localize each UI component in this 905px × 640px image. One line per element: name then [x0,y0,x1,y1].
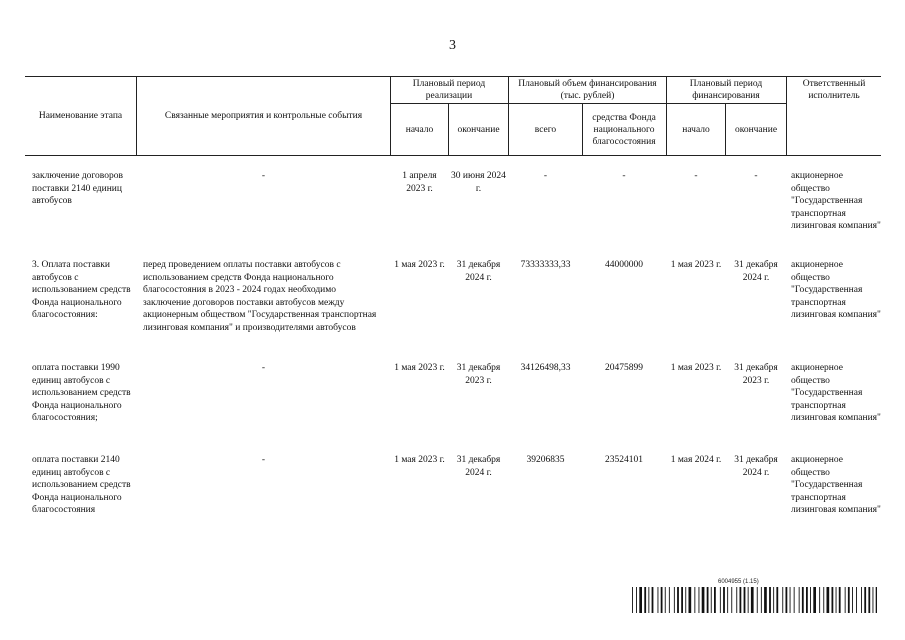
barcode-label: 6004955 (1.15) [718,579,759,585]
row-impl-start: 1 мая 2023 г. [394,260,445,270]
header-impl-start: начало [405,124,434,135]
header-finance-volume: Плановый объем финансирования (тыс. рублей) [518,79,657,101]
header-fin-start: начало [682,124,710,135]
row-impl-end: 31 декабря 2024 г. [456,455,501,478]
row-impl-start: 1 мая 2023 г. [394,455,445,465]
header-responsible: Ответственный исполнитель [802,79,866,101]
col-sep-5 [582,103,583,155]
col-sep-8 [786,76,787,155]
barcode-icon [632,587,877,613]
row-fund: - [622,171,626,181]
row-impl-end: 31 декабря 2024 г. [456,260,501,283]
row-stage: оплата поставки 2140 единиц автобусов с использованием средств Фонда национального благосостояния [32,455,131,515]
row-fin-end: 31 декабря 2023 г. [734,363,778,386]
row-fund: 23524101 [605,455,643,465]
row-responsible: акционерное общество "Государственная транспортная лизинговая компания" [791,363,881,423]
row-responsible: акционерное общество "Государственная транспортная лизинговая компания" [791,171,881,231]
header-finance-period: Плановый период финансирования [689,79,763,101]
row-impl-end: 30 июня 2024 г. [451,171,506,194]
row-fund: 20475899 [605,363,643,373]
row-impl-start: 1 апреля 2023 г. [402,171,437,194]
row-stage: 3. Оплата поставки автобусов с использованием средств Фонда национального благосостояния: [32,260,131,320]
row-impl-end: 31 декабря 2023 г. [456,363,501,386]
row-stage: оплата поставки 1990 единиц автобусов с использованием средств Фонда национального благосостояния; [32,363,131,423]
header-finance-total: всего [534,124,557,135]
row-fin-end: 31 декабря 2024 г. [734,455,778,478]
row-events: - [261,455,266,465]
row-fin-end: - [754,171,758,181]
header-fin-end: окончание [734,124,778,135]
row-fin-start: - [694,171,698,181]
row-fin-start: 1 мая 2023 г. [670,260,722,270]
row-total: 34126498,33 [520,363,571,373]
header-impl-end: окончание [457,124,500,135]
header-impl-period: Плановый период реализации [412,79,486,101]
header-finance-fund: средства Фонда национального благосостояния [592,112,656,147]
row-total: - [543,171,548,181]
row-stage: заключение договоров поставки 2140 единиц автобусов [32,171,123,206]
row-impl-start: 1 мая 2023 г. [394,363,445,373]
row-fund: 44000000 [605,260,643,270]
row-total: 73333333,33 [520,260,571,270]
row-fin-start: 1 мая 2023 г. [670,363,722,373]
row-events: перед проведением оплаты поставки автобусов с использованием средств Фонда национального благосостояния в 2023 - 2024 годах необходимо заключение договоров поставки автобусов между акционерным обществом "Государственная транспортная лизинговая компания" и производителями автобусов [143,260,377,333]
row-fin-start: 1 мая 2024 г. [670,455,722,465]
row-total: 39206835 [526,455,565,465]
row-fin-end: 31 декабря 2024 г. [734,260,778,283]
page-number: 3 [449,38,456,53]
row-events: - [261,363,266,373]
header-related-events: Связанные мероприятия и контрольные события [164,110,363,121]
row-responsible: акционерное общество "Государственная транспортная лизинговая компания" [791,260,881,320]
header-bottom-rule [25,155,881,156]
row-events: - [261,171,266,181]
row-responsible: акционерное общество "Государственная транспортная лизинговая компания" [791,455,881,515]
header-stage-name: Наименование этапа [38,110,123,121]
